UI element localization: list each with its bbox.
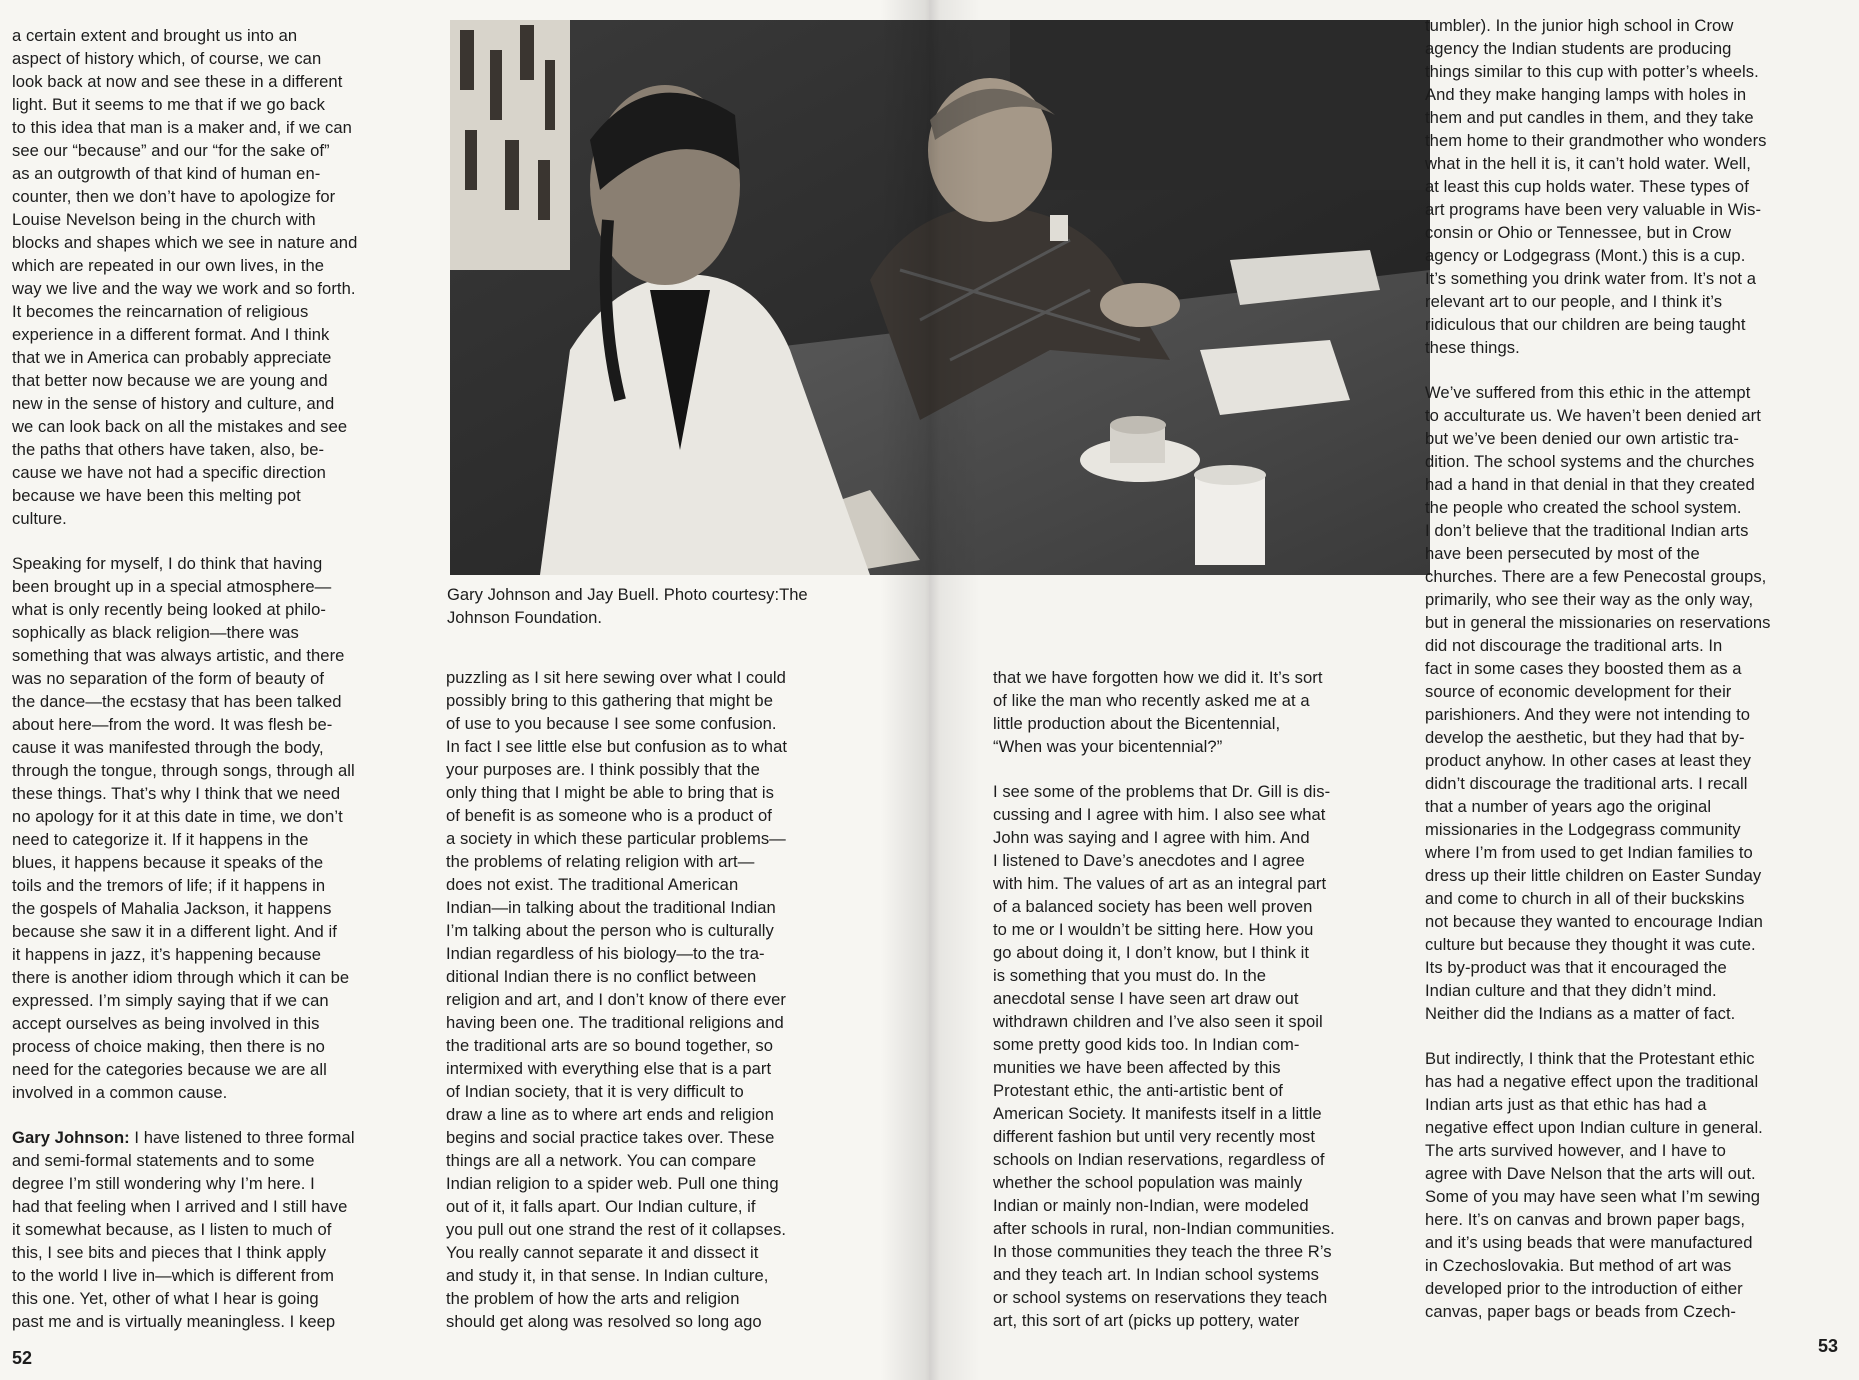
text-line: the problem of how the arts and religion [446,1289,740,1308]
text-line: We’ve suffered from this ethic in the attempt [1425,383,1751,402]
text-line: only thing that I might be able to bring that is [446,783,775,802]
text-line: things are all a network. You can compare [446,1151,757,1170]
text-line: tumbler). In the junior high school in Crow [1425,16,1734,35]
text-line: Indian arts just as that ethic has had a [1425,1095,1707,1114]
text-line: is something that you must do. In the [993,966,1267,985]
text-line: the problems of relating religion with art— [446,852,755,871]
text-line: American Society. It manifests itself in a little [993,1104,1322,1123]
text-line: some pretty good kids too. In Indian com- [993,1035,1300,1054]
text-line: as an outgrowth of that kind of human en- [12,164,321,183]
text-line: the traditional arts are so bound together, so [446,1036,774,1055]
text-line: with him. The values of art as an integral part [993,874,1327,893]
paragraph [446,666,866,1333]
text-line: a certain extent and brought us into an [12,26,298,45]
text-line: dress up their little children on Easter Sunday [1425,866,1762,885]
text-line: anecdotal sense I have seen art draw out [993,989,1299,1008]
text-line: it happens in jazz, it’s happening because [12,945,321,964]
paragraph [12,24,432,530]
text-line: see our “because” and our “for the sake of” [12,141,330,160]
text-line: fact in some cases they boosted them as a [1425,659,1742,678]
text-line: was no separation of the form of beauty of [12,669,325,688]
text-line: culture but because they thought it was cute. [1425,935,1756,954]
text-line: that we in America can probably appreciate [12,348,332,367]
text-line: having been one. The traditional religions and [446,1013,784,1032]
page-number-left: 52 [12,1348,33,1368]
text-line: I see some of the problems that Dr. Gill is dis- [993,782,1331,801]
text-line: Some of you may have seen what I’m sewing [1425,1187,1761,1206]
text-line: involved in a common cause. [12,1083,228,1102]
text-line: little production about the Bicentennial, [993,714,1281,733]
text-line: consin or Ohio or Tennessee, but in Crow [1425,223,1732,242]
text-line: primarily, who see their way as the only way, [1425,590,1754,609]
text-line: I listened to Dave’s anecdotes and I agree [993,851,1305,870]
text-line: the people who created the school system. [1425,498,1742,517]
text-line: Protestant ethic, the anti-artistic bent of [993,1081,1283,1100]
text-line: accept ourselves as being involved in this [12,1014,320,1033]
text-line: And they make hanging lamps with holes in [1425,85,1747,104]
speaker-name: Gary Johnson: [12,1128,130,1147]
text-line: Its by-product was that it encouraged the [1425,958,1727,977]
text-line: Indian religion to a spider web. Pull one thing [446,1174,779,1193]
text-line: but in general the missionaries on reservations [1425,613,1771,632]
text-line: degree I’m still wondering why I’m here. I [12,1174,315,1193]
text-line: Indian regardless of his biology—to the tra- [446,944,765,963]
column-2 [446,666,866,1355]
text-line: we can look back on all the mistakes and see [12,417,348,436]
text-line: product anyhow. In other cases at least they [1425,751,1751,770]
text-line: this one. Yet, other of what I hear is going [12,1289,319,1308]
text-line: It becomes the reincarnation of religious [12,302,309,321]
text-line: The Johnson Foundation. [447,585,808,627]
text-line: I don’t believe that the traditional Indian arts [1425,521,1749,540]
text-line: dition. The school systems and the churches [1425,452,1755,471]
text-line: agency the Indian students are producing [1425,39,1732,58]
text-line: it somewhat because, as I listen to much of [12,1220,332,1239]
text-line: munities we have been affected by this [993,1058,1281,1077]
text-line: Gary Johnson and Jay Buell. Photo courtesy: [447,585,780,604]
text-line: But indirectly, I think that the Protestant ethic [1425,1049,1755,1068]
text-line: should get along was resolved so long ago [446,1312,762,1331]
text-line: relevant art to our people, and I think it’s [1425,292,1723,311]
text-line: to this idea that man is a maker and, if we can [12,118,352,137]
text-line: what is only recently being looked at philo- [12,600,326,619]
text-line: that we have forgotten how we did it. It’s sort [993,668,1323,687]
text-line: which are repeated in our own lives, in the [12,256,325,275]
text-line: the dance—the ecstasy that has been talked [12,692,342,711]
text-line: whether the school population was mainly [993,1173,1303,1192]
text-line: developed prior to the introduction of either [1425,1279,1743,1298]
text-line: “When was your bicentennial?” [993,737,1223,756]
paragraph [1425,14,1855,359]
text-line: of use to you because I see some confusion. [446,714,777,733]
text-line: to the world I live in—which is different from [12,1266,335,1285]
text-line: I have listened to three formal [129,1128,355,1147]
paragraph [12,552,432,1104]
text-line: expressed. I’m simply saying that if we can [12,991,329,1010]
text-line: possibly bring to this gathering that might be [446,691,773,710]
text-line: things similar to this cup with potter’s wheels. [1425,62,1759,81]
text-line: look back at now and see these in a different [12,72,343,91]
text-line: here. It’s on canvas and brown paper bags, [1425,1210,1746,1229]
text-line: toils and the tremors of life; if it happens in [12,876,326,895]
text-line: Neither did the Indians as a matter of fact. [1425,1004,1736,1023]
text-line: go about doing it, I don’t know, but I think it [993,943,1309,962]
text-line: them and put candles in them, and they take [1425,108,1754,127]
text-line: have been persecuted by most of the [1425,544,1700,563]
text-line: them home to their grandmother who wonders [1425,131,1767,150]
text-line: develop the aesthetic, but they had that by- [1425,728,1745,747]
text-line: agency or Lodgegrass (Mont.) this is a cup. [1425,246,1746,265]
text-line: Indian culture and that they didn’t mind. [1425,981,1717,1000]
text-line: culture. [12,509,67,528]
text-line: puzzling as I sit here sewing over what I could [446,668,786,687]
text-line: these things. [1425,338,1520,357]
text-line: Indian—in talking about the traditional Indian [446,898,776,917]
text-line: but we’ve been denied our own artistic tra- [1425,429,1739,448]
text-line: different fashion but until very recently most [993,1127,1316,1146]
text-line: these things. That’s why I think that we need [12,784,341,803]
text-line: had a hand in that denial in that they created [1425,475,1755,494]
paragraph [12,1126,432,1333]
text-line: after schools in rural, non-Indian communities. [993,1219,1335,1238]
text-line: there is another idiom through which it can be [12,968,350,987]
text-line: that a number of years ago the original [1425,797,1712,816]
text-line: source of economic development for their [1425,682,1732,701]
text-line: didn’t discourage the traditional arts. I recall [1425,774,1748,793]
text-line: cause we have not had a specific direction [12,463,326,482]
text-line: at least this cup holds water. These types of [1425,177,1749,196]
paragraph [993,666,1413,758]
text-line: It’s something you drink water from. It’s not a [1425,269,1756,288]
text-line: missionaries in the Lodgegrass community [1425,820,1741,839]
paragraph [993,780,1413,1332]
text-line: something that was always artistic, and there [12,646,345,665]
text-line: begins and social practice takes over. These [446,1128,775,1147]
paragraph [1425,1047,1855,1323]
column-3 [993,666,1413,1354]
book-gutter-shadow [880,0,980,1380]
text-line: no apology for it at this date in time, we don’t [12,807,343,826]
text-line: draw a line as to where art ends and religion [446,1105,774,1124]
text-line: or school systems on reservations they teach [993,1288,1328,1307]
text-line: because she saw it in a different light. And if [12,922,337,941]
text-line: through the tongue, through songs, through all [12,761,355,780]
text-line: ridiculous that our children are being taught [1425,315,1746,334]
text-line: to me or I wouldn’t be sitting here. How you [993,920,1314,939]
text-line: this, I see bits and pieces that I think apply [12,1243,327,1262]
text-line: intermixed with everything else that is a part [446,1059,772,1078]
text-line: of a balanced society has been well proven [993,897,1313,916]
text-line: and they teach art. In Indian school systems [993,1265,1319,1284]
text-line: your purposes are. I think possibly that the [446,760,760,779]
text-line: in Czechoslovakia. But method of art was [1425,1256,1732,1275]
text-line: out of it, it falls apart. Our Indian culture, if [446,1197,756,1216]
text-line: process of choice making, then there is no [12,1037,325,1056]
text-line: counter, then we don’t have to apologize for [12,187,336,206]
text-line: parishioners. And they were not intending to [1425,705,1751,724]
text-line: art, this sort of art (picks up pottery, water [993,1311,1300,1330]
text-line: You really cannot separate it and dissect it [446,1243,759,1262]
text-line: been brought up in a special atmosphere— [12,577,332,596]
text-line: and it’s using beads that were manufactured [1425,1233,1753,1252]
text-line: did not discourage the traditional arts. In [1425,636,1723,655]
text-line: sophically as black religion—there was [12,623,299,642]
text-line: what in the hell it is, it can’t hold water. Well, [1425,154,1751,173]
text-line: aspect of history which, of course, we can [12,49,322,68]
text-line: cussing and I agree with him. I also see what [993,805,1326,824]
text-line: experience in a different format. And I think [12,325,330,344]
text-line: In fact I see little else but confusion as to what [446,737,788,756]
text-line: agree with Dave Nelson that the arts will out. [1425,1164,1756,1183]
paragraph [1425,381,1855,1025]
text-line: has had a negative effect upon the traditional [1425,1072,1759,1091]
text-line: In those communities they teach the three R’s [993,1242,1332,1261]
text-line: ditional Indian there is no conflict between [446,967,757,986]
text-line: cause it was manifested through the body, [12,738,324,757]
text-line: past me and is virtually meaningless. I keep [12,1312,336,1331]
text-line: need for the categories because we are all [12,1060,327,1079]
text-line: John was saying and I agree with him. And [993,828,1310,847]
text-line: because we have been this melting pot [12,486,301,505]
text-line: about here—from the word. It was flesh be- [12,715,333,734]
text-line: the gospels of Mahalia Jackson, it happens [12,899,332,918]
text-line: The arts survived however, and I have to [1425,1141,1726,1160]
text-line: new in the sense of history and culture, and [12,394,335,413]
text-line: blues, it happens because it speaks of the [12,853,324,872]
text-line: art programs have been very valuable in Wis- [1425,200,1762,219]
text-line: that better now because we are young and [12,371,328,390]
text-line: does not exist. The traditional American [446,875,739,894]
text-line: negative effect upon Indian culture in general. [1425,1118,1763,1137]
text-line: Speaking for myself, I do think that having [12,554,323,573]
text-line: schools on Indian reservations, regardless of [993,1150,1325,1169]
photo-caption [447,583,867,629]
text-line: and semi-formal statements and to some [12,1151,315,1170]
text-line: a society in which these particular problems— [446,829,786,848]
text-line: where I’m from used to get Indian families to [1425,843,1753,862]
text-line: of Indian society, that it is very difficult to [446,1082,744,1101]
text-line: of like the man who recently asked me at a [993,691,1310,710]
text-line: I’m talking about the person who is culturally [446,921,774,940]
text-line: not because they wanted to encourage Indian [1425,912,1763,931]
text-line: you pull out one strand the rest of it collapses. [446,1220,787,1239]
text-line: and come to church in all of their buckskins [1425,889,1745,908]
text-line: of benefit is as someone who is a product of [446,806,772,825]
text-line: light. But it seems to me that if we go back [12,95,326,114]
column-4 [1425,14,1855,1345]
text-line: had that feeling when I arrived and I still have [12,1197,348,1216]
text-line: the paths that others have taken, also, be- [12,440,325,459]
text-line: religion and art, and I don’t know of there ever [446,990,787,1009]
text-line: churches. There are a few Penecostal groups, [1425,567,1767,586]
text-line: Louise Nevelson being in the church with [12,210,316,229]
column-1 [12,24,432,1355]
page-number-right: 53 [1818,1336,1839,1356]
text-line: Indian or mainly non-Indian, were modeled [993,1196,1309,1215]
text-line: canvas, paper bags or beads from Czech- [1425,1302,1736,1321]
text-line: way we live and the way we work and so forth. [12,279,356,298]
text-line: blocks and shapes which we see in nature and [12,233,358,252]
text-line: to acculturate us. We haven’t been denied art [1425,406,1761,425]
text-line: withdrawn children and I’ve also seen it spoil [993,1012,1323,1031]
text-line: and study it, in that sense. In Indian culture, [446,1266,769,1285]
text-line: need to categorize it. If it happens in the [12,830,309,849]
